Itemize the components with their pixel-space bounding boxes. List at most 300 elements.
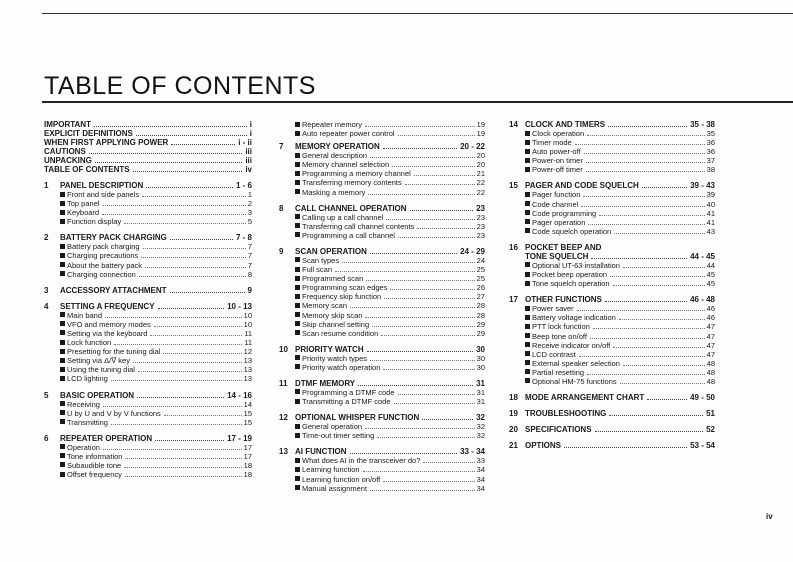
toc-item[interactable] [44,418,252,427]
dot-leader [394,403,475,404]
section-pages: 24 - 29 [460,246,485,256]
item-page: 32 [476,431,485,441]
section-number: 4 [44,301,49,311]
front-matter-list [44,120,252,174]
section-title: OPTIONS [525,441,562,451]
toc-item[interactable] [509,332,715,341]
section-heading[interactable] [279,204,485,213]
bullet-square-icon [525,351,530,356]
item-title: Code programming [532,208,597,218]
toc-item[interactable] [279,151,485,160]
item-page: 32 [476,422,485,432]
section-heading[interactable] [509,243,715,252]
section-heading[interactable] [509,120,715,129]
section-heading[interactable] [279,413,485,422]
entry-page: iii [245,147,252,156]
toc-item[interactable] [509,190,715,199]
dot-leader [587,374,705,375]
dot-leader [417,228,474,229]
entry-page: i [249,120,252,129]
section-heading[interactable] [279,379,485,388]
item-title: PTT lock function [532,322,590,332]
toc-item[interactable] [279,363,485,372]
toc-item[interactable] [279,397,485,406]
toc-item[interactable] [509,313,715,322]
toc-entry[interactable] [44,138,252,147]
toc-item[interactable] [509,156,715,165]
section-pages: 9 [247,285,252,295]
bullet-square-icon [295,171,300,176]
item-page: 14 [243,399,252,409]
item-page: 31 [476,397,485,407]
item-title: Priority watch operation [302,362,381,372]
bullet-square-icon [525,201,530,206]
bullet-square-icon [60,330,65,335]
dot-leader [383,369,474,370]
bullet-square-icon [295,153,300,158]
toc-entry[interactable] [44,156,252,165]
toc-item[interactable] [44,452,252,461]
toc-item[interactable] [44,356,252,365]
toc-column-1 [44,120,252,479]
entry-page: i - ii [238,138,252,147]
toc-item[interactable] [509,209,715,218]
section-pages: 49 - 50 [690,393,715,403]
toc-item[interactable] [279,222,485,231]
dot-leader [137,397,224,398]
toc-item[interactable] [279,484,485,493]
toc-item[interactable] [509,279,715,288]
dot-leader [623,365,705,366]
dot-leader [342,262,475,263]
dot-leader [370,157,475,158]
bullet-square-icon [60,271,65,276]
item-page: 33 [476,456,485,466]
toc-item[interactable] [44,190,252,199]
section-heading[interactable] [509,181,715,190]
toc-section [44,302,252,384]
dot-leader [414,175,475,176]
item-title: Memory channel selection [302,160,390,170]
dot-leader [583,196,704,197]
section-heading[interactable] [44,391,252,400]
item-title: Priority watch types [302,353,368,363]
section-title: PANEL DESCRIPTION [60,181,144,190]
section-heading[interactable] [44,434,252,443]
section-heading[interactable] [279,142,485,151]
toc-item[interactable] [44,338,252,347]
section-number: 3 [44,285,49,295]
item-title: Charging connection [67,269,136,279]
item-title: Beep tone on/off [532,331,587,341]
item-title: Keyboard [67,208,100,218]
toc-item[interactable] [509,261,715,270]
dot-leader [575,144,705,145]
toc-item[interactable] [279,178,485,187]
toc-item[interactable] [509,147,715,156]
toc-section [509,120,715,174]
dot-leader [171,144,235,145]
toc-item[interactable] [44,199,252,208]
toc-item[interactable] [509,200,715,209]
item-page: 25 [476,265,485,275]
dot-leader [377,437,474,438]
item-page: 29 [476,328,485,338]
bullet-square-icon [525,228,530,233]
dot-leader [613,347,704,348]
dot-leader [155,440,224,441]
bullet-square-icon [295,458,300,463]
item-title: Programming a DTMF code [302,387,395,397]
item-page: 20 [476,160,485,170]
section-title: OPTIONAL WHISPER FUNCTION [295,413,420,423]
entry-title: TABLE OF CONTENTS [44,165,130,174]
toc-item[interactable] [279,169,485,178]
dot-leader [587,135,705,136]
toc-item[interactable] [279,301,485,310]
toc-item[interactable] [44,461,252,470]
item-page: 37 [706,156,715,166]
dot-leader [158,308,225,309]
bullet-square-icon [525,192,530,197]
toc-item[interactable] [509,368,715,377]
toc-item[interactable] [509,138,715,147]
bullet-square-icon [525,210,530,215]
toc-item[interactable] [509,377,715,386]
toc-section [279,447,485,492]
bullet-square-icon [295,232,300,237]
item-title: Power-on timer [532,156,583,166]
toc-item[interactable] [279,188,485,197]
dot-leader [588,224,704,225]
dot-leader [358,385,473,386]
toc-item[interactable] [44,329,252,338]
toc-item[interactable] [279,274,485,283]
toc-item[interactable] [509,165,715,174]
section-pages: 32 [476,413,485,423]
section-title: CALL CHANNEL OPERATION [295,203,407,213]
toc-item[interactable] [279,320,485,329]
section-pages: 35 - 38 [690,120,715,129]
section-number: 8 [279,203,284,213]
toc-item[interactable] [44,251,252,260]
section-title: ACCESSORY ATTACHMENT [60,285,167,295]
section-heading[interactable] [279,247,485,256]
toc-item[interactable] [44,470,252,479]
dot-leader [410,210,474,211]
dot-leader [365,428,475,429]
item-page: 34 [476,474,485,484]
toc-item[interactable] [509,341,715,350]
dot-leader [105,317,242,318]
toc-item[interactable] [279,431,485,440]
section-title: AI FUNCTION [295,447,347,457]
entry-title: WHEN FIRST APPLYING POWER [44,138,169,147]
item-title: Main band [67,310,103,320]
toc-entry[interactable] [44,165,252,174]
toc-item[interactable] [279,265,485,274]
toc-item[interactable] [509,218,715,227]
dot-leader [642,187,687,188]
toc-item[interactable] [509,227,715,236]
toc-entry[interactable] [44,120,252,129]
dot-leader [564,447,687,448]
section-heading[interactable] [44,181,252,190]
toc-section [44,233,252,278]
toc-item[interactable] [44,270,252,279]
item-title: Masking a memory [302,187,366,197]
bullet-square-icon [295,162,300,167]
toc-item[interactable] [279,292,485,301]
toc-item[interactable] [44,400,252,409]
dot-leader [581,206,704,207]
toc-item[interactable] [44,242,252,251]
item-title: Operation [67,442,100,452]
item-title: Charging precautions [67,251,139,261]
bullet-square-icon [525,219,530,224]
item-title: Programming a call channel [302,230,395,240]
item-title: Code channel [532,199,579,209]
bullet-square-icon [295,424,300,429]
toc-item[interactable] [509,129,715,138]
dot-leader [103,449,242,450]
toc-item[interactable] [509,322,715,331]
item-page: 28 [476,301,485,311]
toc-entry[interactable] [44,147,252,156]
toc-item[interactable] [279,283,485,292]
item-page: 17 [243,442,252,452]
section-title: TROUBLESHOOTING [525,409,607,419]
item-page: 39 [706,190,715,200]
toc-item[interactable] [44,365,252,374]
dot-leader [405,184,475,185]
item-page: 36 [706,138,715,148]
toc-item[interactable] [44,443,252,452]
toc-item[interactable] [279,160,485,169]
section-heading[interactable] [509,425,715,434]
section-pages: 1 - 6 [235,181,252,190]
bullet-square-icon [295,476,300,481]
toc-section [509,393,715,402]
item-page: 45 [706,270,715,280]
section-number: 20 [509,425,518,435]
section-number: 5 [44,390,49,400]
toc-section [44,391,252,427]
toc-item[interactable] [44,217,252,226]
toc-item[interactable] [279,475,485,484]
bullet-square-icon [295,122,300,127]
dot-leader [95,162,242,163]
dot-leader [595,431,704,432]
dot-leader [620,383,705,384]
item-title: Calling up a call channel [302,212,384,222]
item-title: Scan types [302,255,340,265]
toc-item[interactable] [44,311,252,320]
item-page: 23 [476,212,485,222]
toc-item[interactable] [279,354,485,363]
section-heading[interactable] [509,393,715,402]
item-title: Frequency skip function [302,292,382,302]
toc-item[interactable] [279,231,485,240]
section-heading[interactable] [509,441,715,450]
toc-item[interactable] [279,388,485,397]
item-title: Full scan [302,265,333,275]
toc-column-2 [279,120,485,493]
item-title: Receiving [67,399,100,409]
dot-leader [89,153,243,154]
item-title: Battery pack charging [67,242,140,252]
item-page: 3 [247,208,252,218]
bullet-square-icon [525,281,530,286]
dot-leader [367,351,474,352]
toc-item[interactable] [279,213,485,222]
item-page: 47 [706,331,715,341]
section-number: 17 [509,295,518,305]
dot-leader [370,253,457,254]
item-title: U by U and V by V functions [67,408,161,418]
item-page: 35 [706,129,715,138]
entry-title: UNPACKING [44,156,92,165]
bullet-square-icon [525,158,530,163]
section-heading[interactable] [279,447,485,456]
dot-leader [365,317,474,318]
item-page: 18 [243,460,252,470]
toc-item[interactable] [44,409,252,418]
toc-item[interactable] [279,456,485,465]
section-heading[interactable] [44,302,252,311]
item-title: Time-out timer setting [302,431,375,441]
item-page: 23 [476,221,485,231]
item-title: Optional UT-63 installation [532,260,620,270]
dot-leader [103,205,246,206]
item-page: 8 [247,269,252,279]
item-page: 19 [476,129,485,139]
section-heading-cont[interactable] [509,252,715,261]
toc-item[interactable] [44,374,252,383]
title-rule [42,101,793,103]
item-title: Transmitting a DTMF code [302,397,391,407]
dot-leader [619,319,705,320]
section-title: CLOCK AND TIMERS [525,120,606,129]
toc-section [279,413,485,440]
section-number: 21 [509,441,518,451]
bullet-square-icon [60,401,65,406]
dot-leader [365,126,475,127]
section-title: DTMF MEMORY [295,378,356,388]
item-page: 15 [243,408,252,418]
item-title: What does AI in the transceiver do? [302,456,421,466]
dot-leader [398,394,475,395]
toc-item[interactable] [44,208,252,217]
item-page: 31 [476,387,485,397]
section-title: BASIC OPERATION [60,390,135,400]
toc-section [509,409,715,418]
item-title: Partial resetting [532,367,585,377]
toc-item[interactable] [44,261,252,270]
toc-item[interactable] [279,129,485,138]
section-heading[interactable] [279,345,485,354]
toc-item[interactable] [509,350,715,359]
item-title: Tone information [67,451,123,461]
section-pages: 14 - 16 [227,390,252,400]
toc-item[interactable] [509,359,715,368]
entry-page: i [249,129,252,138]
item-page: 48 [706,358,715,368]
toc-item[interactable] [509,304,715,313]
section-title: MODE ARRANGEMENT CHART [525,393,645,403]
toc-item[interactable] [279,329,485,338]
section-number: 12 [279,413,288,423]
item-page: 7 [247,242,252,252]
section-heading[interactable] [44,286,252,295]
section-heading[interactable] [509,295,715,304]
entry-title: EXPLICIT DEFINITIONS [44,129,133,138]
bullet-square-icon [60,376,65,381]
dot-leader [170,292,245,293]
item-title: Battery voltage indication [532,313,616,323]
toc-item[interactable] [279,311,485,320]
item-page: 23 [476,230,485,240]
dot-leader [125,476,242,477]
toc-item[interactable] [44,320,252,329]
dot-leader [139,276,246,277]
bullet-square-icon [60,321,65,326]
toc-item[interactable] [44,347,252,356]
entry-title: CAUTIONS [44,147,86,156]
toc-item[interactable] [279,422,485,431]
toc-item[interactable] [509,270,715,279]
entry-page: iii [245,156,252,165]
dot-leader [124,223,246,224]
toc-entry[interactable] [44,129,252,138]
bullet-square-icon [525,272,530,277]
section-title: REPEATER OPERATION [60,433,153,443]
bullet-square-icon [295,433,300,438]
section-heading[interactable] [44,233,252,242]
toc-section-continued [279,120,485,138]
toc-item[interactable] [279,256,485,265]
item-page: 19 [476,120,485,129]
toc-section [509,181,715,235]
bullet-square-icon [295,355,300,360]
bullet-square-icon [525,167,530,172]
item-title: External speaker selection [532,358,620,368]
bullet-square-icon [295,285,300,290]
item-page: 44 [706,260,715,270]
item-title: Auto power-off [532,147,581,157]
bullet-square-icon [60,462,65,467]
item-title: Optional HM-75 functions [532,376,617,386]
item-title: Manual assignment [302,483,368,493]
dot-leader [381,335,474,336]
bullet-square-icon [525,140,530,145]
item-title: Memory scan [302,301,348,311]
item-page: 45 [706,279,715,289]
item-page: 34 [476,483,485,493]
bullet-square-icon [60,367,65,372]
toc-item[interactable] [279,465,485,474]
bullet-square-icon [525,369,530,374]
bullet-square-icon [525,131,530,136]
toc-item[interactable] [279,120,485,129]
bullet-square-icon [525,149,530,154]
dot-leader [154,326,242,327]
section-heading[interactable] [509,409,715,418]
toc-section [44,434,252,479]
item-title: Learning function on/off [302,474,381,484]
section-number: 1 [44,181,49,190]
section-number: 6 [44,433,49,443]
